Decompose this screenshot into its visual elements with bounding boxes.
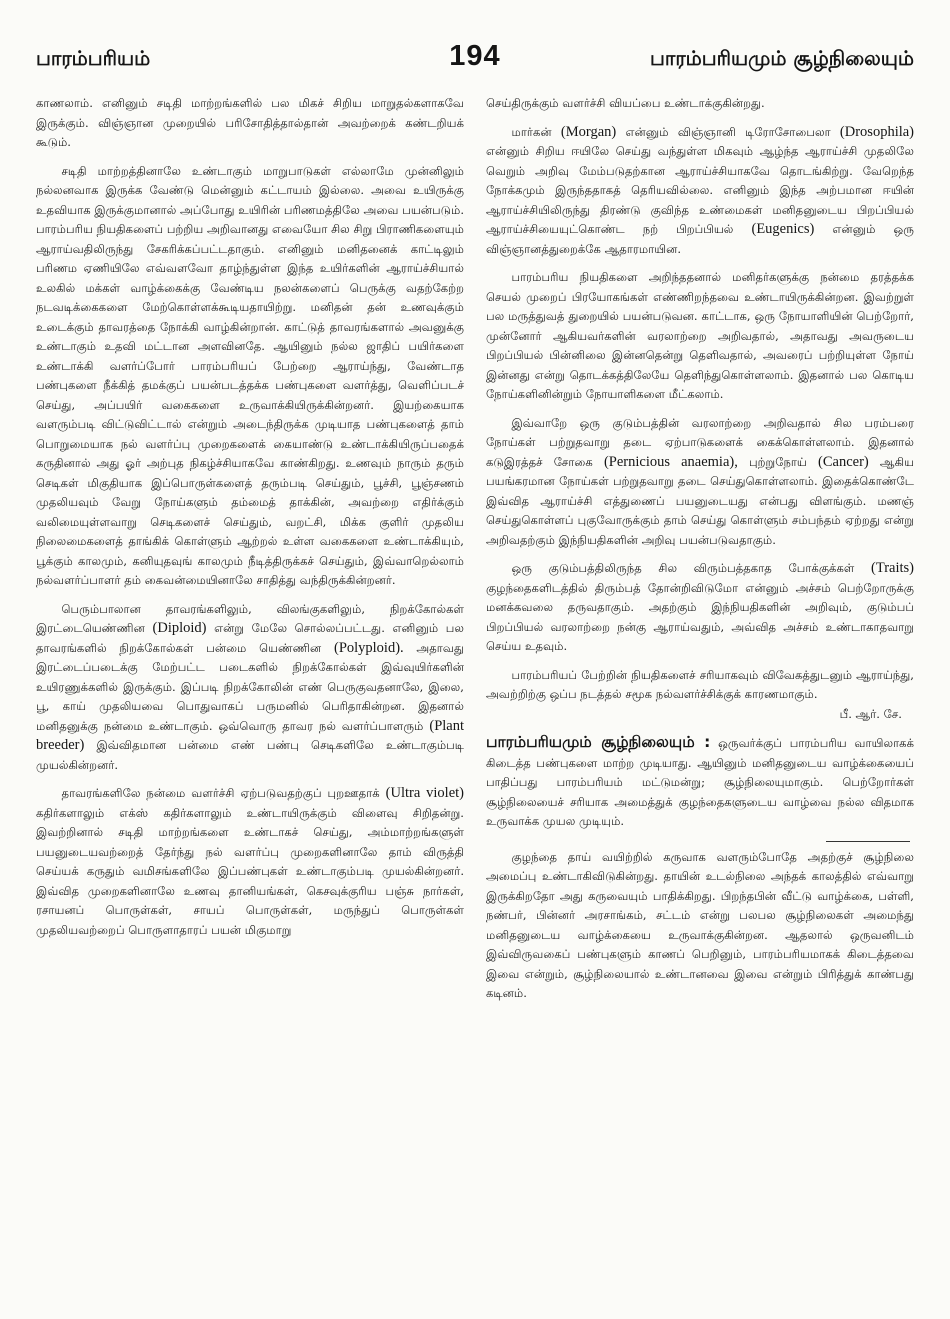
divider-rule [826,841,910,842]
paragraph-text: ஒருவர்க்குப் பாரம்பரிய வாயிலாகக் கிடைத்த பண்புகளை மாற்ற முடியாது. ஆயினும் மனிதனுடைய வாழ்க்கையைப் பாதிப்பது பாரம்பரியம் மட்டுமன்று; சூழ்நிலையுமாகும். பெற்றோர்கள் சூழ்நிலையைச் சரியாக அமைத்துக் குழந்தைகளுடைய வாழ்வை நல்ல விதமாக உருவாக்க முயல முடியும். [486,736,914,828]
right-column [486,94,914,1304]
paragraph-text: என்னும் ஒரு விஞ்ஞானத்துறைக்கே ஆதாரமாயின. [486,222,914,256]
paragraph [486,666,914,725]
paragraph-text: தாவரங்களிலே நன்மை வளர்ச்சி ஏற்படுவதற்குப் புறஊதாக் [61,786,380,800]
latin-term: (Morgan) [560,123,617,140]
paragraph [486,123,914,260]
header-left-title: பாரம்பரியம் [36,46,151,70]
latin-term: (Traits) [871,560,914,576]
paragraph: குழந்தை தாய் வயிற்றில் கருவாக வளரும்போதே அதற்குச் சூழ்நிலை அமைப்பு உண்டாகிவிடுகின்றது. தாயின் உடல்நிலை அந்தக் காலத்தில் எவ்வாறு இருக்கிறதோ அது கருவையும் பாதிக்கிறது. பிறந்தபின் வீட்டு வாழ்க்கை, பள்ளி, நண்பர், பின்னர் அரசாங்கம், சட்டம் என்று பலபல சூழ்நிலைகள் அமைந்து மனிதனுடைய வாழ்க்கையை உருவாக்குகின்றன. ஆதலால் ஒருவனிடம் இவ்விருவகைப் பண்புகளும் காணப் பெறினும், பாரம்பரியமாகக் கிடைத்தவை இவை என்றும், சூழ்நிலையால் உண்டானவை இவை என்றும் பிரித்துக் காண்பது கடினம். [486,849,914,1000]
paragraph-text: அதாவது இரட்டைப்படைக்கு மேற்பட்ட படைகளில் நிறக்கோல்கள் இவ்வுயிர்களின் உயிரணுக்களில் இருக்கும். இப்படி நிறக்கோலின் எண் பெருகுவதனாலே, இலை, பூ, காய் முதலியவை பொதுவாகப் பருமனில் பெரிதாகின்றன. இதனால் மனிதனுக்கு நன்மை உண்டாகும். ஒவ்வொரு தாவர நல் வளர்ப்பாளரும் [36,640,464,733]
latin-term: (Drosophila) [839,123,914,140]
paragraph: சடிதி மாற்றத்தினாலே உண்டாகும் மாறுபாடுகள் எல்லாமே முன்னிலும் நல்லனவாக இருக்க வேண்டு மென்னும் கட்டாயம் இல்லை. அவை உயிருக்கு உதவியாக இருக்குமானால் அப்போது உயிரின் பரிணமத்திலே அவை பயன்படும். பாரம்பரிய நியதிகளைப் பற்றிய அறிவானது எவையோ சில சிறு பிராணிகளையும் ஆராய்வதிலிருந்து சேகரிக்கப்பட்டதாகும். எனினும் மனிதனைக் காட்டிலும் பரிணம ஏணியிலே எவ்வளவோ தாழ்ந்துள்ள இந்த உயிர்களின் ஆராய்ச்சியால் உலகில் மக்கள் வாழ்க்கைக்கு வேண்டிய நலன்களைப் பெருக்கு வதற்கேற்ற நடவடிக்கைகளை மேற்கொள்ளக்கூடியதாயிற்று. மனிதன் தன் உணவுக்கும் உடைக்கும் தாவரத்தை நோக்கி வாழ்கின்றான். காட்டுத் தாவரங்களால் அவனுக்கு உண்டாகும் உதவி மட்டான அளவினதே. ஆயினும் நல்ல ஜாதிப் பயிர்களை உண்டாக்கி வளர்ப்போர் பாரம்பரியப் பேற்றை ஆராய்ந்து, வேண்டாத பண்புகளை நீக்கித் தமக்குப் பயன்படத்தக்க பண்புகளை வளர்த்து, வெளிப்படச் செய்து, அப்பயிர் வகைகளை உருவாக்கியிருக்கின்றனர். இயற்கையாக வளரும்படி விட்டுவிட்டால் என்றும் அடைந்திருக்க முடியாத பண்புகளைத் தாம் பொறுமையாக நல் வளர்ப்பு முறைகளைக் கையாண்டு உண்டாக்கியிருப்பதைக் கருதினால் அது ஓர் அற்புத நிகழ்ச்சியாகவே காண்கிறது. உணவும் நாரும் தரும் செடிகள் மிகுதியாக இப்பொருள்களைத் தரும்படி செய்தும், பூச்சி, பூஞ்சணம் முதலியவும் வேறு நோய்களும் தம்மைத் தாக்கின், அவற்றை எதிர்க்கும் வலிமையுள்ளவாறு செடிகளைச் செய்தும், வறட்சி, மிக்க குளிர் முதலிய நிலைமைகளைத் தாங்கிக் கொள்ளும் ஆற்றல் உள்ள வகைகளை உண்டாக்கியும், பூக்கும் காலமும், கனியுதவுங் காலமும் நீடித்திருக்கச் செய்தும், இவ்வாறெல்லாம் நல்வளர்ப்பாளர் தம் கைவன்மையினாலே சாதித்து வந்திருக்கின்றனர். [36,163,464,587]
text-columns [36,94,914,1304]
paragraph-text: இவ்விதமான பன்மை எண் பண்பு செடிகளிலே உண்டாகும்படி முயல்கின்றனர். [36,738,464,772]
latin-term: (Plant breeder) [36,717,464,753]
paragraph: பாரம்பரிய நியதிகளை அறிந்ததனால் மனிதர்களுக்கு நன்மை தரத்தக்க செயல் முறைப் பிரயோகங்கள் எண்ணிறந்தவை உண்டாயிருக்கின்றன. இவற்றுள் பல மருத்துவத் துறையில் பயன்படுவன. காட்டாக, ஒரு நோயாளியின் பெற்றோர், முன்னோர் ஆகியவர்களின் வரலாற்றை அறிவதால், அதாவது அவருடைய பிறப்பியல் பின்னிலை இன்னதென்று தெளிவதால், அவரைப் பற்றியுள்ள நோய் இன்னது என்று தொடக்கத்திலேயே தெளிந்துகொள்ளலாம். இதனால் பல கொடிய நோய்களினின்றும் நோயாளிகளை மீட்கலாம். [486,270,914,401]
header-right-title: பாரம்பரியமும் சூழ்நிலையும் [649,46,914,70]
latin-term: (Pernicious anaemia), [603,453,738,470]
paragraph-text: புற்றுநோய் [749,454,807,469]
latin-term: (Diploid) [152,620,207,636]
latin-term: (Cancer) [818,453,869,470]
paragraph-text: பெரும்பாலான தாவரங்களிலும், விலங்குகளிலும், நிறக்கோல்கள் இரட்டையெண்ணின [36,601,464,635]
paragraph-text: ஆகிய பயங்கரமான நோய்கள் பற்றுதவாறு தடை செய்துகொள்ளலாம். இதைக்கொண்டே இவ்வித ஆராய்ச்சி எத்துணைப் பயனுடையது என்பது விளங்கும். மணஞ் செய்துகொள்ளப் புகுவோருக்கும் தாம் செய்து கொள்ளும் சம்பந்தம் ஏற்றது என்று அறிவதற்கும் இந்நியதிகளின் அறிவு பயன்படுவதாகும். [486,454,914,547]
paragraph-text: ஒரு குடும்பத்திலிருந்த சில விரும்பத்தகாத போக்குக்கள் [511,561,855,575]
paragraph [36,600,464,776]
paragraph [486,559,914,657]
paragraph: செய்திருக்கும் வளர்ச்சி வியப்பை உண்டாக்குகின்றது. [486,96,765,110]
latin-term: (Ultra violet) [385,785,464,801]
paragraph [486,414,914,551]
paragraph [36,784,464,940]
paragraph-text: என்னும் சிறிய ஈயிலே செய்து வந்துள்ள மிகவும் ஆழ்ந்த ஆராய்ச்சி முதலிலே வெறும் அறிவு மேம்படுதற்கான ஆராய்ச்சியாகவே தொடங்கிற்று. வேறெந்த நோக்கமும் இருந்ததாகத் தெரியவில்லை. எனினும் இந்த அற்பமான ஈயின் ஆராய்ச்சியிலிருந்து திரண்டு குவிந்த உண்மைகள் மனிதனுடைய பிறப்பியல் ஆராய்ச்சியையுட்கொண்ட நற் பிறப்பியல் [486,144,914,236]
paragraph: காணலாம். எனினும் சடிதி மாற்றங்களில் பல மிகச் சிறிய மாறுதல்களாகவே இருக்கும். விஞ்ஞான முறையில் பரிசோதித்தால்தான் அவற்றைக் கண்டறியக் கூடும். [36,96,464,149]
paragraph [486,733,914,832]
paragraph-text: மார்கன் [511,124,552,139]
page-number: 194 [449,40,501,72]
latin-term: (Polyploid). [333,639,404,656]
running-header [0,40,950,80]
paragraph-text: குழந்தைகளிடத்தில் திரும்பத் தோன்றிவிடுமோ என்னும் அச்சம் பெற்றோருக்கு மனக்கவலை தருவதாகும். அதற்கும் இந்நியதிகளின் அறிவும், குடும்பப் பிறப்பியல் வரலாற்றை நன்கு ஆராய்வதும், அவ்வித அச்சம் உண்டாகாதவாறு செய்ய உதவும். [486,580,914,653]
paragraph-text: என்று மேலே சொல்லப்பட்டது. எனினும் பல தாவரங்களில் நிறக்கோல்கள் பன்மை யெண்ணின [36,621,464,655]
paragraph-text: கதிர்களாலும் எக்ஸ் கதிர்களாலும் உண்டாயிருக்கும் விளைவு சிறிதன்று. இவற்றினால் சடிதி மாற்றங்களை உண்டாகச் செய்து, அம்மாற்றங்களுள் பயனுடையவற்றைத் தேர்ந்து நல் வளர்ப்பு முறைகளினாலே தாம் விருத்தி செய்யக் கருதும் வமிசங்களிலே இப்பண்புகள் உண்டாகும்படி முயல்கின்றனர். இவ்வித முறைகளினாலே உணவு தானியங்கள், கெசவுக்குரிய பஞ்சு நார்கள், ரசாயனப் பொருள்கள், சாயப் பொருள்கள், மருந்துப் பொருள்கள் முதலியவற்றைப் பொருளாதாரப் பயன் மிகுமாறு [36,805,464,937]
latin-term: (Eugenics) [751,221,815,237]
author-signature: பீ. ஆர். சே. [839,706,902,721]
paragraph-text: பாரம்பரியப் பேற்றின் நியதிகளைச் சரியாகவும் விவேகத்துடனும் ஆராய்ந்து, அவற்றிற்கு ஒப்ப நடத்தல் சமூக நல்வளர்ச்சிக்குக் காரணமாகும். [486,667,914,701]
section-heading: பாரம்பரியமும் சூழ்நிலையும் : [486,733,711,751]
paragraph-text: இவ்வாறே ஒரு குடும்பத்தின் வரலாற்றை அறிவதால் சில பரம்பரை நோய்கள் பற்றுதவாறு தடை ஏற்பாடுகளைக் கைக்கொள்ளலாம். இதனால் கடுஇரத்தச் சோகை [486,415,914,469]
left-column [36,94,464,1304]
paragraph-text: என்னும் விஞ்ஞானி டிரோசோபைலா [625,124,831,139]
